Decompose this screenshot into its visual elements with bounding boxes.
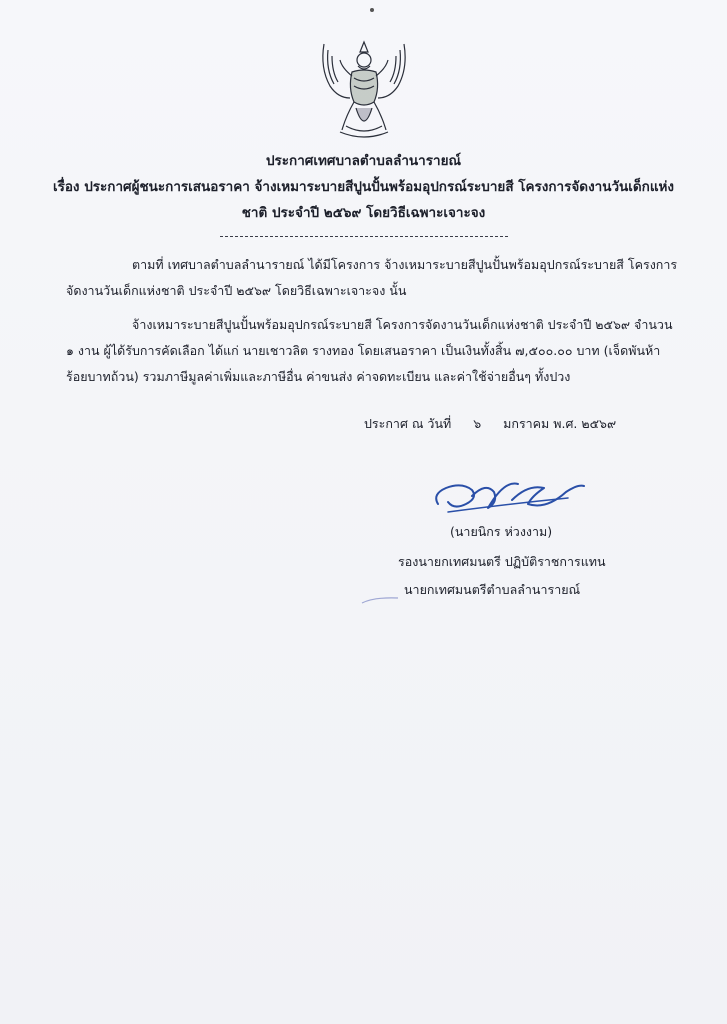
signatory-position-2: นายกเทศมนตรีตำบลลำนารายณ์ (404, 582, 581, 597)
subject-line-1: เรื่อง ประกาศผู้ชนะการเสนอราคา จ้างเหมาระบายสีปูนปั้นพร้อมอุปกรณ์ระบายสี โครงการจัดงานวันเด็กแห่ง (52, 179, 675, 195)
scan-speck (370, 8, 374, 12)
paragraph-2-line-1: จ้างเหมาระบายสีปูนปั้นพร้อมอุปกรณ์ระบายสี โครงการจัดงานวันเด็กแห่งชาติ ประจำปี ๒๕๖๙ จำนวน (132, 317, 673, 332)
paragraph-1 (66, 252, 678, 304)
handwritten-signature-icon (428, 474, 588, 516)
signatory-name: (นายนิกร ห่วงงาม) (450, 524, 553, 539)
date-prefix: ประกาศ ณ วันที่ (364, 416, 452, 431)
paragraph-2-line-3: ร้อยบาทถ้วน) รวมภาษีมูลค่าเพิ่มและภาษีอื่น ค่าขนส่ง ค่าจดทะเบียน และค่าใช้จ่ายอื่นๆ ทั้งปวง (66, 369, 571, 384)
subject-line-2: ชาติ ประจำปี ๒๕๖๙ โดยวิธีเฉพาะเจาะจง (241, 205, 486, 221)
paragraph-1-line-2: จัดงานวันเด็กแห่งชาติ ประจำปี ๒๕๖๙ โดยวิธีเฉพาะเจาะจง นั้น (66, 283, 407, 298)
faint-ink-mark-icon (360, 595, 400, 605)
announcement-date (364, 414, 616, 434)
signatory-position-1: รองนายกเทศมนตรี ปฏิบัติราชการแทน (398, 554, 606, 569)
paragraph-2-line-2: ๑ งาน ผู้ได้รับการคัดเลือก ได้แก่ นายเชาวลิต รางทอง โดยเสนอราคา เป็นเงินทั้งสิ้น ๗,๕๐๐.๐๐ บาท (เจ็ดพันห้า (66, 343, 661, 358)
organization-title: ประกาศเทศบาลตำบลลำนารายณ์ (265, 153, 462, 169)
paragraph-2 (66, 312, 673, 390)
date-month-year: มกราคม พ.ศ. ๒๕๖๙ (503, 416, 617, 431)
header-divider (220, 236, 508, 237)
paragraph-1-line-1: ตามที่ เทศบาลตำบลลำนารายณ์ ได้มีโครงการ จ้างเหมาระบายสีปูนปั้นพร้อมอุปกรณ์ระบายสี โครงการ (132, 257, 678, 272)
garuda-emblem-icon (316, 38, 412, 144)
date-day: ๖ (473, 416, 482, 431)
